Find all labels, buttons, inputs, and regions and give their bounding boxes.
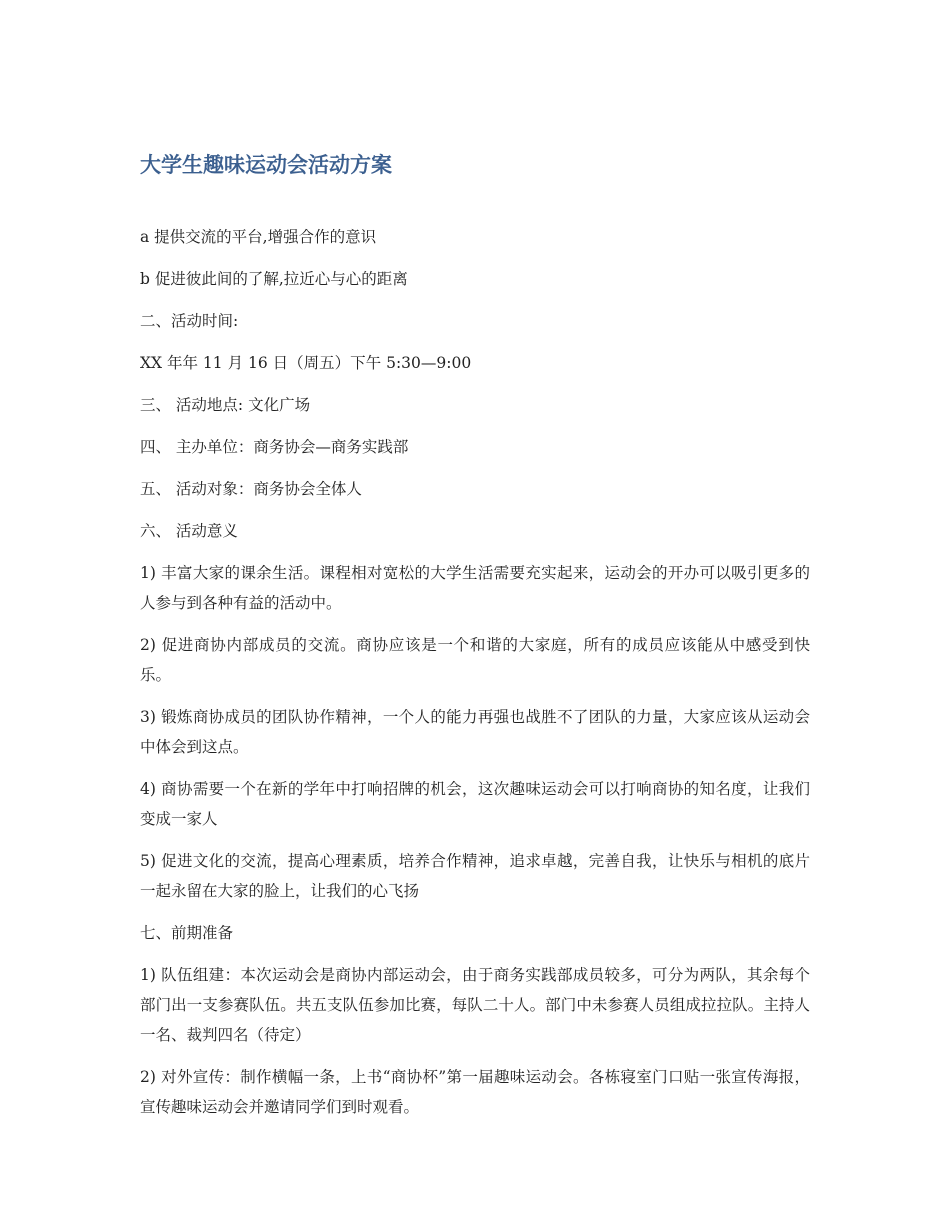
paragraph-preparation-2: 2) 对外宣传：制作横幅一条，上书“商协杯”第一届趣味运动会。各栋寝室门口贴一张宣传海报，宣传趣味运动会并邀请同学们到时观看。 (140, 1068, 810, 1116)
document-page (140, 150, 810, 1134)
section-heading-significance: 六、 活动意义 (140, 522, 238, 540)
paragraph-significance-5: 5) 促进文化的交流，提高心理素质，培养合作精神，追求卓越，完善自我，让快乐与相机的底片一起永留在大家的脸上，让我们的心飞扬 (140, 852, 810, 900)
paragraph-significance-3: 3) 锻炼商协成员的团队协作精神，一个人的能力再强也战胜不了团队的力量，大家应该从运动会中体会到这点。 (140, 708, 810, 756)
paragraph-significance-4: 4) 商协需要一个在新的学年中打响招牌的机会，这次趣味运动会可以打响商协的知名度，让我们变成一家人 (140, 780, 810, 828)
paragraph-significance-1: 1) 丰富大家的课余生活。课程相对宽松的大学生活需要充实起来，运动会的开办可以吸引更多的人参与到各种有益的活动中。 (140, 564, 810, 612)
paragraph-time: XX 年年 11 月 16 日（周五）下午 5:30—9:00 (140, 354, 472, 372)
paragraph-significance-2: 2) 促进商协内部成员的交流。商协应该是一个和谐的大家庭，所有的成员应该能从中感受到快乐。 (140, 636, 810, 684)
section-heading-participants: 五、 活动对象：商务协会全体人 (140, 480, 362, 498)
document-title: 大学生趣味运动会活动方案 (140, 153, 392, 177)
section-heading-location: 三、 活动地点: 文化广场 (140, 396, 311, 414)
paragraph-goal-a: a 提供交流的平台,增强合作的意识 (140, 228, 377, 246)
paragraph-goal-b: b 促进彼此间的了解,拉近心与心的距离 (140, 270, 408, 288)
section-heading-organizer: 四、 主办单位：商务协会—商务实践部 (140, 438, 409, 456)
section-heading-time: 二、活动时间: (140, 312, 239, 330)
section-heading-preparation: 七、前期准备 (140, 924, 234, 942)
paragraph-preparation-1: 1) 队伍组建：本次运动会是商协内部运动会，由于商务实践部成员较多，可分为两队，其余每个部门出一支参赛队伍。共五支队伍参加比赛，每队二十人。部门中未参赛人员组成拉拉队。主持人一名、裁判四名（待定） (140, 966, 810, 1044)
